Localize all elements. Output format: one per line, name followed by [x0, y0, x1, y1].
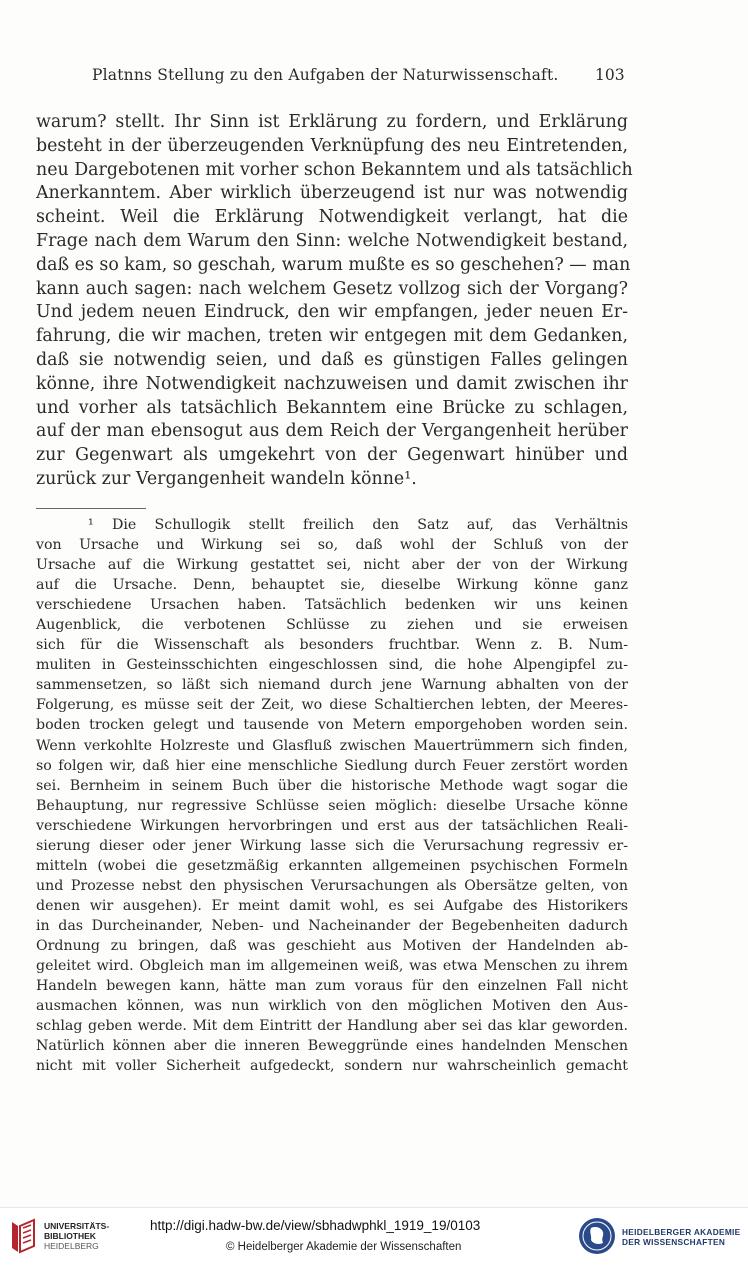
footnote-line: geleitet wird. Obgleich man im allgemeinen weiß, was etwa Menschen zu ihrem [36, 958, 628, 975]
footnote-line: ¹ Die Schullogik stellt freilich den Satz auf, das Verhältnis [88, 517, 628, 533]
text-line: Frage nach dem Warum den Sinn: welche Notwendigkeit bestand, [36, 230, 628, 251]
footnote-line: sierung dieser oder jener Wirkung lasse sich die Verursachung regressiv er- [36, 837, 628, 854]
footnote-line: verschiedene Ursachen haben. Tatsächlich bedenken wir uns keinen [36, 597, 628, 614]
text-line: zurück zur Vergangenheit wandeln könne¹. [36, 468, 417, 489]
page-header [0, 66, 748, 88]
footnote-line: schlag geben werde. Mit dem Eintritt der Handlung aber sei das klar geworden. [36, 1018, 628, 1035]
running-head: Platnns Stellung zu den Aufgaben der Naturwissenschaft. [92, 66, 559, 84]
text-line: kann auch sagen: nach welchem Gesetz vollzog sich der Vorgang? [36, 278, 628, 299]
footnote-line: nicht mit voller Sicherheit aufgedeckt, sondern nur wahrscheinlich gemacht [36, 1058, 628, 1075]
permalink-url[interactable]: http://digi.hadw-bw.de/view/sbhadwphkl_1919_19/0103 [150, 1218, 481, 1233]
footnote-line: verschiedene Wirkungen hervorbringen und erst aus der tatsächlichen Reali- [36, 817, 628, 834]
text-line: daß es so kam, so geschah, warum mußte es so geschehen? — man [36, 254, 631, 275]
footnote-line: und Prozesse nebst den physischen Verursachungen als Obersätze gelten, von [36, 877, 628, 894]
text-line: daß sie notwendig seien, und daß es günstigen Falles gelingen [36, 349, 628, 370]
library-line: UNIVERSITÄTS- [44, 1221, 110, 1231]
footnote-line: Behauptung, nur regressive Schlüsse seien möglich: dieselbe Ursache könne [36, 797, 628, 814]
footnote-line: sich für die Wissenschaft als besonders fruchtbar. Wenn z. B. Num- [36, 637, 628, 654]
text-line: könne, ihre Notwendigkeit nachzuweisen und damit zwischen ihr [36, 373, 628, 394]
footnotes [36, 515, 628, 1076]
footnote-line: ausmachen können, was nun wirklich von den möglichen Motiven den Aus- [36, 998, 628, 1015]
academy-line: DER WISSENSCHAFTEN [622, 1237, 726, 1247]
text-line: auf der man ebensogut aus dem Reich der Vergangenheit herüber [36, 421, 628, 442]
university-library-logo-icon [8, 1218, 38, 1256]
text-line: Anerkanntem. Aber wirklich überzeugend ist nur was notwendig [36, 183, 628, 204]
academy-name [622, 1227, 740, 1247]
page-number: 103 [595, 66, 625, 84]
footnote-line: in das Durcheinander, Neben- und Nacheinander der Begebenheiten dadurch [36, 917, 628, 934]
footer-bar [0, 1207, 748, 1266]
academy-seal-icon [577, 1216, 617, 1256]
footnote-line: muliten in Gesteinsschichten eingeschlossen sind, die hohe Alpengipfel zu- [36, 657, 628, 674]
footnote-line: sei. Bernheim in seinem Buch über die historische Methode wagt sogar die [36, 777, 628, 794]
text-line: zur Gegenwart als umgekehrt von der Gegenwart hinüber und [36, 445, 628, 466]
text-line: neu Dargebotenen mit vorher schon Bekanntem und als tatsächlich [36, 159, 633, 180]
footnote-line: so folgen wir, daß hier eine menschliche Siedlung durch Feuer zerstört worden [36, 757, 628, 774]
text-line: warum? stellt. Ihr Sinn ist Erklärung zu fordern, und Erklärung [36, 112, 628, 132]
footnote-line: mitteln (wobei die gesetzmäßig erkannten allgemeinen psychischen Formeln [36, 857, 628, 874]
library-line: HEIDELBERG [44, 1241, 99, 1251]
footnote-line: Wenn verkohlte Holzreste und Glasfluß zwischen Mauertrümmern sich finden, [36, 737, 628, 754]
footnote-line: sammensetzen, so läßt sich niemand durch jene Warnung abhalten von der [36, 677, 628, 694]
footnote-line: Handeln bewegen kann, hätte man zum voraus für den einzelnen Fall nicht [36, 978, 628, 995]
library-line: BIBLIOTHEK [44, 1231, 96, 1241]
text-line: fahrung, die wir machen, treten wir entgegen mit dem Gedanken, [36, 326, 628, 347]
footnote-line: auf die Ursache. Denn, behauptet sie, dieselbe Wirkung könne ganz [36, 577, 628, 594]
footnote-line: boden trocken gelegt und tausende von Metern emporgehoben worden sein. [36, 717, 628, 734]
footnote-line: von Ursache und Wirkung sei so, daß wohl der Schluß von der [36, 537, 628, 554]
footnote-line: Natürlich können aber die inneren Beweggründe eines handelnden Menschen [36, 1038, 628, 1055]
copyright-notice: © Heidelberger Akademie der Wissenschaften [226, 1241, 462, 1253]
footnote-line: Ordnung zu bringen, daß was geschieht aus Motiven der Handelnden ab- [36, 937, 628, 954]
footnote-line: Folgerung, es müsse seit der Zeit, wo diese Schaltierchen lebten, der Meeres- [36, 697, 628, 714]
footnote-divider [36, 508, 146, 509]
text-line: und vorher als tatsächlich Bekanntem eine Brücke zu schlagen, [36, 397, 628, 418]
footnote-line: denen wir ausgehen). Er meint damit wohl, es sei Aufgabe des Historikers [36, 897, 628, 914]
footnote-line: Augenblick, die verbotenen Schlüsse zu ziehen und sie erweisen [36, 617, 628, 634]
footnote-line: Ursache auf die Wirkung gestattet sei, nicht aber der von der Wirkung [36, 557, 628, 574]
text-line: Und jedem neuen Eindruck, den wir empfangen, jeder neuen Er- [36, 302, 628, 323]
text-line: scheint. Weil die Erklärung Notwendigkeit verlangt, hat die [36, 207, 628, 228]
main-text [36, 111, 633, 492]
text-line: besteht in der überzeugenden Verknüpfung des neu Eintretenden, [36, 135, 628, 156]
university-library-name [44, 1221, 109, 1251]
academy-line: HEIDELBERGER AKADEMIE [622, 1227, 741, 1237]
